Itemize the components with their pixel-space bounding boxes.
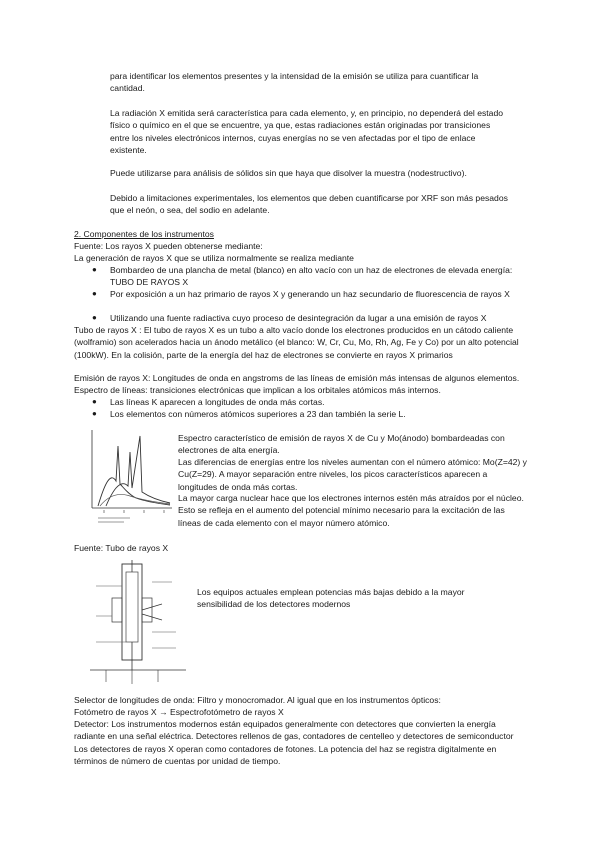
detector-paragraph: Detector: Los instrumentos modernos están equipados generalmente con detectores que convierten la energía radiante en una señal eléctrica. Detectores rellenos de gas, contadores de centelleo y detectores de semiconductor Los detectores de rayos X operan como contadores de fotones. La potencia del haz se registra digitalmente en términos de número de cuentas por unidad de tiempo.: [74, 719, 514, 766]
bullet-icon: ●: [92, 313, 97, 322]
intro-paragraph-2: La radiación X emitida será característica para cada elemento, y, en principio, no dependerá del estado físico o químico en el que se encuentre, ya que, estas radiaciones están originadas por transiciones entre los niveles electrónicos internos, cuyas energías no se ven afectadas por el tipo de enlace existente.: [110, 108, 503, 155]
intro-paragraph-3: Puede utilizarse para análisis de sólidos sin que haya que disolver la muestra (nodestructivo).: [110, 168, 467, 178]
bullet-item-k-lines: Las líneas K aparecen a longitudes de onda más cortas.: [110, 397, 325, 407]
fuente-tubo-line: Fuente: Tubo de rayos X: [74, 543, 169, 553]
figure2-caption: Los equipos actuales emplean potencias más bajas debido a la mayor sensibilidad de los detectores modernos: [197, 587, 465, 610]
bullet-icon: ●: [92, 289, 97, 298]
bullet-icon: ●: [92, 265, 97, 274]
figure1-text-2: Las diferencias de energías entre los niveles aumentan con el número atómico: Mo(Z=42) y Cu(Z=29). A mayor separación entre niveles, los picos característicos aparecen a longitudes de onda más cortas.: [178, 457, 527, 492]
figure1-caption: Espectro característico de emisión de rayos X de Cu y Mo(ánodo) bombardeadas con electrones de alta energía.: [178, 433, 505, 456]
figure1-text-3: La mayor carga nuclear hace que los electrones internos estén más atraídos por el núcleo. Esto se refleja en el aumento del potencial mínimo necesario para la excitación de las líneas de cada elemento con el mayor número atómico.: [178, 493, 524, 528]
bullet-item-3: Utilizando una fuente radiactiva cuyo proceso de desintegración da lugar a una emisión de rayos X: [110, 313, 487, 323]
intro-paragraph-4: Debido a limitaciones experimentales, los elementos que deben cuantificarse por XRF son más pesados que el neón, o sea, del sodio en adelante.: [110, 193, 508, 216]
bullet-icon: ●: [92, 397, 97, 406]
selector-line: Selector de longitudes de onda: Filtro y monocromador. Al igual que en los instrumentos ópticos:: [74, 695, 441, 705]
emision-paragraph: Emisión de rayos X: Longitudes de onda en angstroms de las líneas de emisión más intensas de algunos elementos. Espectro de líneas: transiciones electrónicas que implican a los orbitales atómicos más internos.: [74, 373, 520, 396]
bullet-icon: ●: [92, 409, 97, 418]
fuente-line: Fuente: Los rayos X pueden obtenerse mediante:: [74, 241, 263, 251]
xray-tube-figure: [86, 558, 190, 688]
xray-spectrum-figure: [84, 426, 176, 530]
tubo-paragraph: Tubo de rayos X : El tubo de rayos X es un tubo a alto vacío donde los electrones producidos en un cátodo caliente (wolframio) son acelerados hacia un ánodo metálico (el blanco: W, Cr, Cu, Mo, Rh, Ag, Fe y Co) por un alto potencial (100kW). En la colisión, parte de la energía del haz de electrones se convierte en rayos X primarios: [74, 325, 519, 360]
section-heading: 2. Componentes de los instrumentos: [74, 229, 214, 239]
bullet-item-l-series: Los elementos con números atómicos superiores a 23 dan también la serie L.: [110, 409, 406, 419]
generacion-line: La generación de rayos X que se utiliza normalmente se realiza mediante: [74, 253, 354, 263]
intro-paragraph-1: para identificar los elementos presentes y la intensidad de la emisión se utiliza para cuantificar la cantidad.: [110, 71, 479, 94]
bullet-item-2: Por exposición a un haz primario de rayos X y generando un haz secundario de fluorescencia de rayos X: [110, 289, 510, 299]
fotometro-line: Fotómetro de rayos X → Espectrofotómetro de rayos X: [74, 707, 284, 717]
bullet-item-1: Bombardeo de una plancha de metal (blanco) en alto vacío con un haz de electrones de elevada energía: TUBO DE RAYOS X: [110, 265, 513, 288]
